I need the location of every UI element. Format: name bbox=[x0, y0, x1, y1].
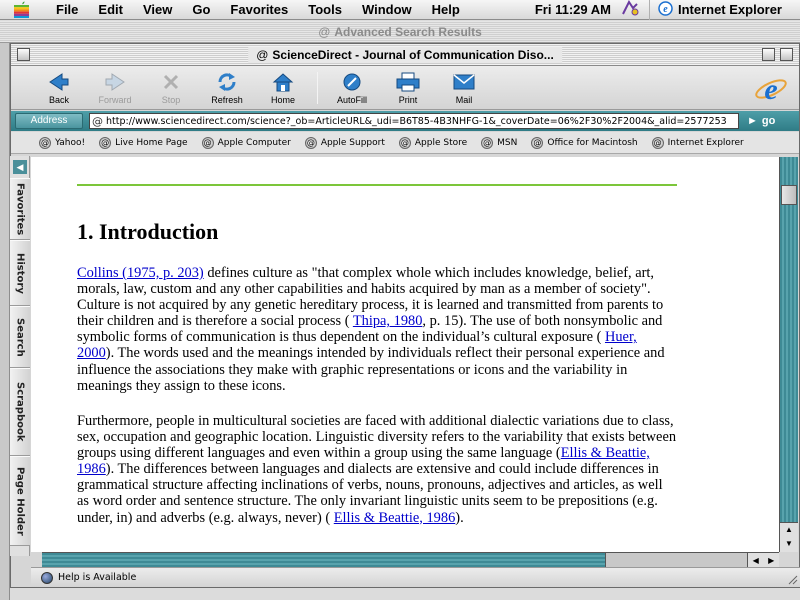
apple-menu-icon[interactable] bbox=[14, 1, 34, 18]
menubar-clock[interactable]: Fri 11:29 AM bbox=[534, 2, 611, 17]
forward-button[interactable] bbox=[87, 69, 143, 109]
go-label: go bbox=[761, 115, 776, 127]
status-bar bbox=[31, 567, 800, 587]
status-text: Help is Available bbox=[58, 572, 137, 583]
tab-page-holder[interactable] bbox=[10, 456, 30, 546]
favorite-apple-store[interactable] bbox=[399, 137, 467, 149]
home-label: Home bbox=[270, 95, 295, 105]
address-input[interactable] bbox=[106, 116, 726, 127]
application-menu[interactable] bbox=[649, 0, 800, 20]
forward-label: Forward bbox=[98, 95, 132, 105]
link-icon: @ bbox=[203, 137, 212, 147]
address-field[interactable] bbox=[89, 113, 739, 129]
citation-link-huer[interactable]: Huer, 2000 bbox=[77, 329, 637, 362]
paragraph-text: , p. 15). The use of both nonsymbolic and symbolic forms of communication is thus dependent on the individual’s cultural exposure ( bbox=[77, 313, 663, 346]
globe-icon bbox=[41, 572, 53, 584]
window-title: ScienceDirect - Journal of Communication Diso... bbox=[272, 48, 554, 62]
favorite-label: Apple Computer bbox=[217, 137, 291, 148]
stop-button[interactable] bbox=[143, 69, 199, 109]
section-heading: 1. Introduction bbox=[77, 219, 219, 244]
application-menu-label: Internet Explorer bbox=[677, 2, 782, 17]
home-button[interactable] bbox=[255, 69, 311, 109]
zoom-box[interactable] bbox=[762, 48, 775, 61]
paragraph-1 bbox=[77, 265, 677, 394]
explorer-collapse-icon[interactable]: ◀ bbox=[13, 160, 27, 174]
background-window-title: Advanced Search Results bbox=[334, 24, 482, 39]
favorite-label: Office for Macintosh bbox=[547, 137, 638, 148]
scroll-down-arrow-icon[interactable]: ▼ bbox=[785, 539, 793, 548]
link-icon: @ bbox=[533, 137, 542, 147]
refresh-label: Refresh bbox=[211, 95, 243, 105]
menu-window[interactable]: Window bbox=[361, 1, 412, 17]
paragraph-2 bbox=[77, 413, 677, 526]
favorites-bar bbox=[11, 132, 799, 154]
refresh-button[interactable] bbox=[199, 69, 255, 109]
autofill-button[interactable] bbox=[324, 69, 380, 109]
menu-file[interactable]: File bbox=[56, 1, 79, 17]
favorite-label: Internet Explorer bbox=[667, 137, 744, 148]
tab-favorites[interactable] bbox=[10, 178, 30, 240]
menu-edit[interactable]: Edit bbox=[98, 1, 123, 17]
page-content bbox=[31, 157, 779, 552]
printer-icon bbox=[396, 69, 420, 95]
print-button[interactable] bbox=[380, 69, 436, 109]
paragraph-text: defines culture as "that complex whole which includes knowledge, belief, art, morals, law, custom and any other capabilities and habits acquired by man as a member of society". Culture is not acquired by any genetic hereditary process, it is learned and transmitted from parents to their children and is therefore a social process ( bbox=[77, 265, 664, 330]
citation-link-ellis-beattie[interactable]: Ellis & Beattie, 1986 bbox=[333, 509, 456, 526]
autofill-pen-icon bbox=[341, 69, 363, 95]
scroll-left-arrow-icon[interactable]: ◀ bbox=[752, 555, 759, 565]
link-icon: @ bbox=[653, 137, 662, 147]
mail-envelope-icon bbox=[453, 69, 475, 95]
mail-label: Mail bbox=[455, 95, 473, 105]
favorite-label: Apple Support bbox=[320, 137, 385, 148]
svg-text:e: e bbox=[764, 73, 778, 106]
back-label: Back bbox=[48, 95, 69, 105]
favorite-internet-explorer[interactable] bbox=[652, 137, 744, 149]
paragraph-text: ). bbox=[455, 509, 464, 526]
paragraph-text: ). The differences between languages and dialects are extensive and could include differences in grammatical structure affecting inclinations of verbs, nouns, pronouns, adjectives and articles, as well as word order and sentence structure. The only invariant linguistic units seem to be prepositions (e.g. under, in) and adverbs (e.g. always, never) ( bbox=[77, 461, 663, 526]
print-label: Print bbox=[398, 95, 418, 105]
horizontal-scroll-track[interactable] bbox=[605, 553, 747, 567]
favorite-yahoo[interactable] bbox=[39, 137, 85, 149]
forward-arrow-icon bbox=[104, 69, 126, 95]
citation-link-ellis-beattie[interactable]: Ellis & Beattie, 1986 bbox=[77, 445, 650, 478]
window-title-wrap bbox=[248, 47, 562, 63]
tab-search[interactable] bbox=[10, 306, 30, 368]
vertical-scroll-arrows[interactable] bbox=[780, 522, 798, 552]
background-window-edge bbox=[0, 43, 10, 600]
tab-scrapbook[interactable] bbox=[10, 368, 30, 456]
favorite-label: Live Home Page bbox=[115, 137, 188, 148]
paragraph-text: ). The words used and the meanings intended by individuals reflect their personal experience and influence the associations they make with graphic representations or icons and the variability in meanings they assign to these icons. bbox=[77, 345, 665, 394]
favorite-msn[interactable] bbox=[481, 137, 517, 149]
ie-logo-icon bbox=[753, 70, 789, 106]
vertical-scrollbar[interactable] bbox=[779, 157, 798, 552]
section-rule bbox=[77, 184, 677, 186]
page-icon: @ bbox=[92, 114, 103, 128]
home-icon bbox=[272, 69, 294, 95]
favorite-label: Apple Store bbox=[414, 137, 468, 148]
menu-tools[interactable]: Tools bbox=[308, 1, 342, 17]
tab-label: Scrapbook bbox=[14, 382, 26, 442]
menu-favorites[interactable]: Favorites bbox=[230, 1, 289, 17]
collapse-box[interactable] bbox=[780, 48, 793, 61]
page-icon: @ bbox=[318, 24, 331, 39]
address-label[interactable]: Address bbox=[15, 113, 83, 129]
menu-bar bbox=[0, 0, 800, 20]
menu-help[interactable]: Help bbox=[431, 1, 460, 17]
refresh-icon bbox=[216, 69, 238, 95]
tab-label: Favorites bbox=[14, 182, 26, 236]
toolbar-separator bbox=[317, 72, 318, 104]
go-button[interactable] bbox=[747, 115, 775, 127]
favorite-office-for-macintosh[interactable] bbox=[531, 137, 637, 149]
citation-link-collins[interactable]: Collins (1975, p. 203) bbox=[77, 265, 204, 281]
mail-button[interactable] bbox=[436, 69, 492, 109]
link-icon: @ bbox=[41, 137, 49, 147]
vertical-scroll-thumb[interactable] bbox=[781, 185, 797, 205]
favorite-label: MSN bbox=[497, 137, 518, 148]
autofill-label: AutoFill bbox=[336, 95, 367, 105]
link-icon: @ bbox=[483, 137, 492, 147]
back-arrow-icon bbox=[48, 69, 70, 95]
toolbar bbox=[11, 66, 799, 110]
scroll-right-arrow-icon[interactable]: ▶ bbox=[768, 555, 775, 565]
tab-history[interactable] bbox=[10, 240, 30, 306]
window-titlebar[interactable] bbox=[11, 44, 799, 66]
back-button[interactable] bbox=[31, 69, 87, 109]
horizontal-scroll-arrows[interactable] bbox=[747, 553, 779, 567]
background-window-titlebar[interactable] bbox=[0, 21, 800, 43]
svg-text:e: e bbox=[663, 3, 668, 15]
favorite-apple-support[interactable] bbox=[305, 137, 385, 149]
link-icon: @ bbox=[306, 137, 315, 147]
favorite-live-home-page[interactable] bbox=[99, 137, 187, 149]
tab-label: Page Holder bbox=[14, 466, 26, 536]
favorite-label: Yahoo! bbox=[55, 137, 86, 148]
menu-view[interactable]: View bbox=[142, 1, 173, 17]
stop-x-icon bbox=[161, 69, 181, 95]
favorite-apple-computer[interactable] bbox=[202, 137, 291, 149]
stop-label: Stop bbox=[161, 95, 181, 105]
address-bar bbox=[11, 111, 799, 131]
page-icon: @ bbox=[256, 48, 269, 62]
script-menu-icon[interactable] bbox=[621, 0, 639, 19]
ie-app-icon bbox=[658, 1, 673, 19]
menu-go[interactable]: Go bbox=[192, 1, 211, 17]
explorer-bar bbox=[10, 156, 30, 556]
scroll-up-arrow-icon[interactable]: ▲ bbox=[785, 525, 793, 534]
go-arrow-icon: ► bbox=[747, 115, 758, 127]
tab-label: Search bbox=[14, 317, 26, 357]
citation-link-thipa[interactable]: Thipa, 1980 bbox=[352, 313, 423, 330]
link-icon: @ bbox=[101, 137, 110, 147]
horizontal-scrollbar[interactable] bbox=[42, 552, 779, 567]
close-box[interactable] bbox=[17, 48, 30, 61]
link-icon: @ bbox=[400, 137, 409, 147]
resize-grip-icon[interactable] bbox=[786, 573, 798, 585]
tab-label: History bbox=[14, 252, 26, 294]
paragraph-text: Furthermore, people in multicultural societies are faced with additional dialectic variations due to class, sex, occupation and geographic location. Linguistic diversity refers to the variability that exists between groups using different languages and even within a group using the same language ( bbox=[77, 413, 677, 462]
